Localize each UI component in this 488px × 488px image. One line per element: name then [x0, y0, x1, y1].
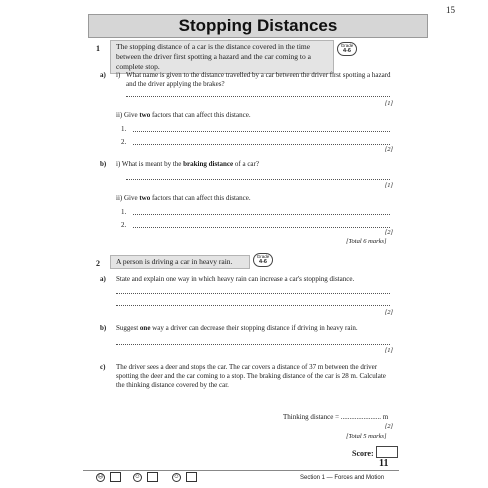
grade-value: 4-6 — [343, 47, 351, 54]
score-total: 11 — [379, 458, 389, 469]
page-title: Stopping Distances — [178, 16, 338, 35]
answer-line-q1aii-2[interactable] — [133, 144, 390, 145]
grade-badge-q2 — [253, 253, 273, 267]
grade-badge-q1 — [337, 42, 357, 56]
thinking-distance-answer[interactable]: Thinking distance = ....................... m — [283, 413, 389, 421]
q1-number: 1 — [96, 44, 100, 53]
answer-line-q2a-1[interactable] — [116, 293, 390, 294]
grade-label: Grade — [256, 254, 270, 259]
q1bii-text: ii) Give two factors that can affect this distance. — [116, 194, 251, 202]
q1aii-line2-label: 2. — [121, 138, 127, 146]
mark-q1aii: [2] — [384, 146, 393, 153]
q1a-label: a) — [100, 71, 106, 79]
sad-face-icon: ☹ — [97, 474, 104, 480]
answer-line-q1aii-1[interactable] — [133, 131, 390, 132]
q2-number: 2 — [96, 259, 100, 268]
mark-q1bii: [2] — [384, 229, 393, 236]
answer-line-q1bii-2[interactable] — [133, 227, 390, 228]
mark-q1ai: [1] — [384, 100, 393, 107]
q1-intro: The stopping distance of a car is the distance covered in the time between the driver first spotting a hazard and the car coming to a complete stop. — [110, 40, 334, 74]
score-box[interactable] — [376, 446, 398, 458]
answer-line-q1ai[interactable] — [126, 96, 390, 97]
grade-value: 4-6 — [259, 258, 267, 265]
total-q2: [Total 5 marks] — [346, 433, 387, 440]
answer-line-q1bi[interactable] — [126, 179, 390, 180]
q1bii-line2-label: 2. — [121, 221, 127, 229]
answer-line-q2b[interactable] — [116, 344, 390, 345]
title-bar — [88, 14, 428, 38]
section-footer: Section 1 — Forces and Motion — [300, 475, 385, 481]
answer-line-q2a-2[interactable] — [116, 305, 390, 306]
q1ai-text: What name is given to the distance travelled by a car between the driver first spotting a hazard and the driver applying the brakes? — [126, 71, 391, 88]
total-q1: [Total 6 marks] — [346, 238, 387, 245]
q2c-label: c) — [100, 363, 106, 371]
q1bi-text: i) What is meant by the braking distance of a car? — [116, 160, 259, 168]
grade-label: Grade — [340, 43, 354, 48]
mark-q2c: [2] — [384, 423, 393, 430]
q2a-label: a) — [100, 275, 106, 283]
q1bii-line1-label: 1. — [121, 208, 127, 216]
mark-q2b: [1] — [384, 347, 393, 354]
q2b-text: Suggest one way a driver can decrease their stopping distance if driving in heavy rain. — [116, 324, 358, 332]
q2c-text: The driver sees a deer and stops the car. The car covers a distance of 37 m between the driver spotting the deer and the car coming to a stop. The braking distance of the car is 28 m. Calculate the thinking distance covered by the car. — [116, 363, 386, 389]
q2b-label: b) — [100, 324, 107, 332]
footer-rule — [83, 470, 399, 471]
q1ai-label: i) — [116, 71, 121, 79]
q1aii-text: ii) Give two factors that can affect this distance. — [116, 111, 251, 119]
neutral-face-icon: ☺ — [134, 474, 141, 480]
confidence-box-3[interactable] — [186, 472, 197, 482]
score-label: Score: — [352, 449, 374, 458]
mark-q1bi: [1] — [384, 182, 393, 189]
q1b-label: b) — [100, 160, 107, 168]
answer-line-q1bii-1[interactable] — [133, 214, 390, 215]
confidence-box-2[interactable] — [147, 472, 158, 482]
happy-face-icon: ☺ — [173, 474, 180, 480]
page-number: 15 — [446, 5, 455, 15]
q1aii-line1-label: 1. — [121, 125, 127, 133]
q2-intro: A person is driving a car in heavy rain. — [110, 255, 250, 269]
confidence-box-1[interactable] — [110, 472, 121, 482]
mark-q2a: [2] — [384, 309, 393, 316]
q2a-text: State and explain one way in which heavy rain can increase a car's stopping distance. — [116, 275, 355, 283]
